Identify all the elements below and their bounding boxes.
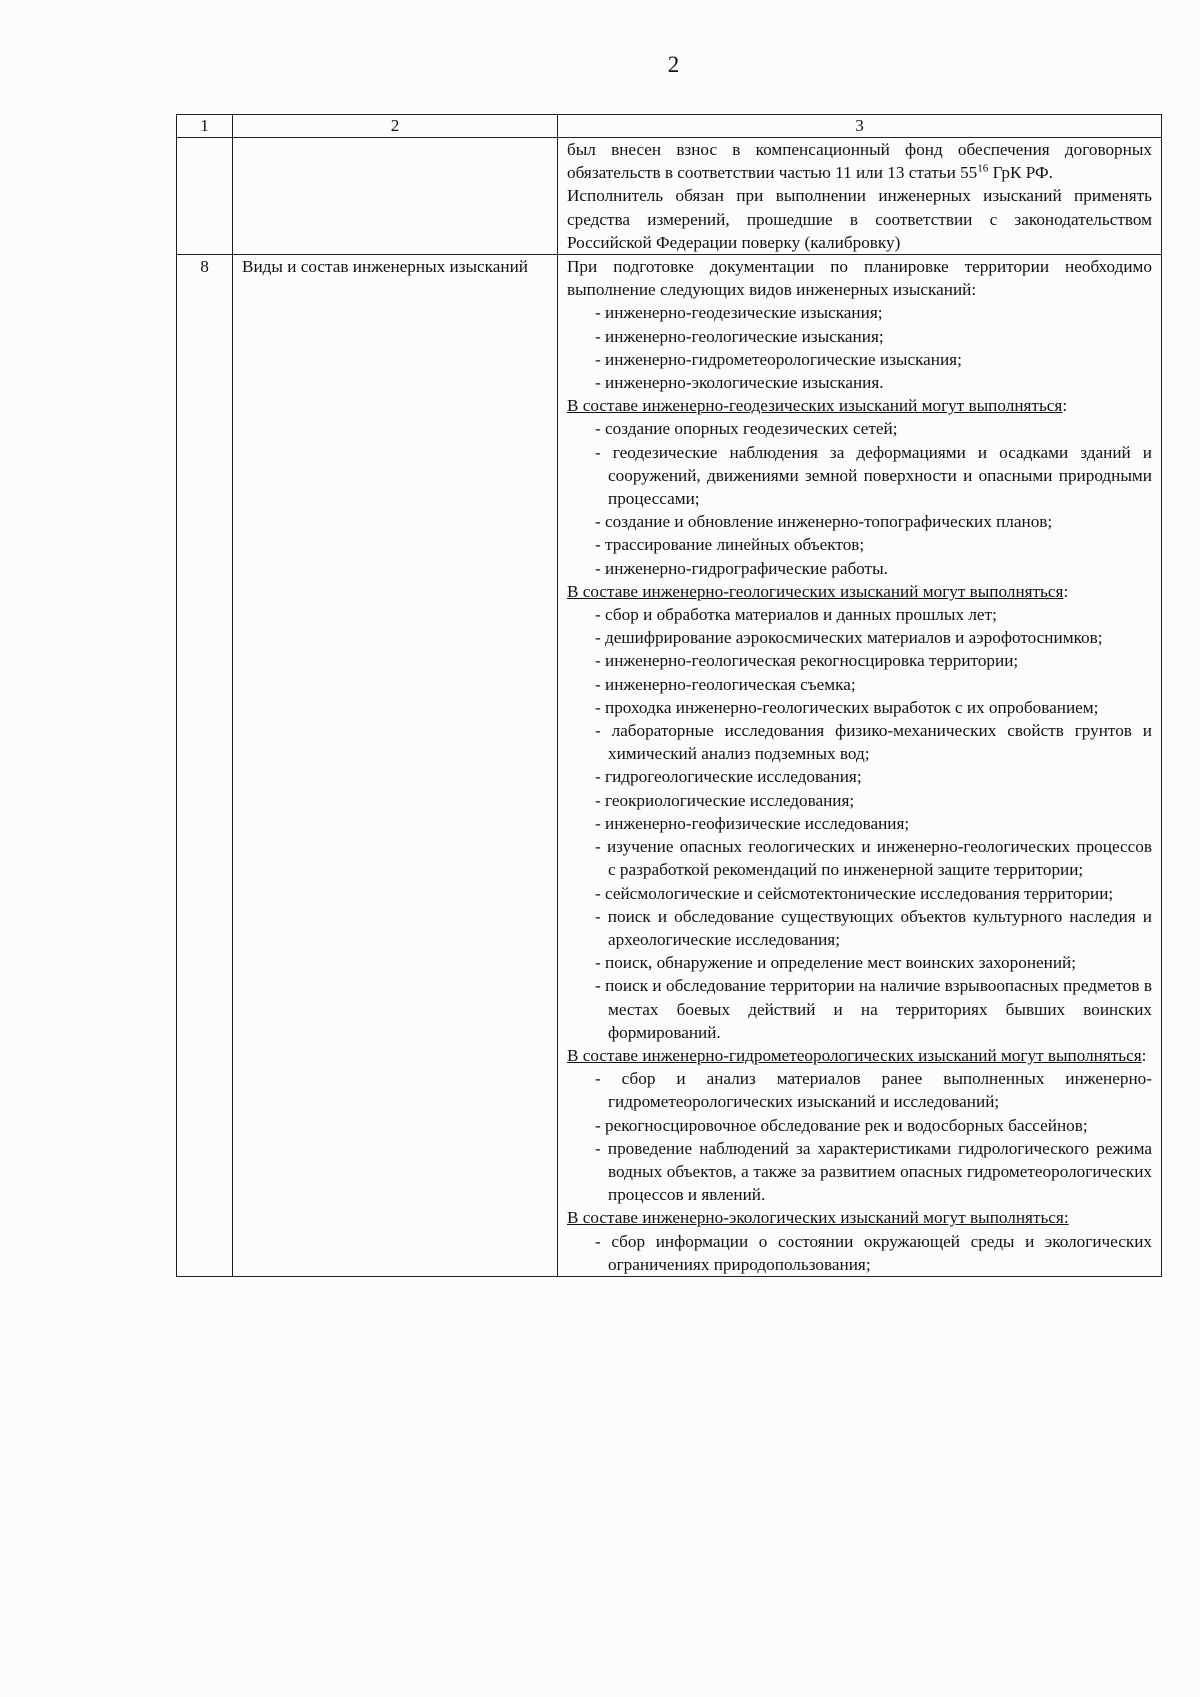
row-name: Виды и состав инженерных изысканий: [233, 255, 558, 1277]
list-item: - инженерно-геологическая съемка;: [595, 674, 856, 694]
table-row-continuation: [177, 138, 1162, 255]
list-item: - поиск, обнаружение и определение мест воинских захоронений;: [595, 953, 1077, 973]
list-item: - проходка инженерно-геологических выработок с их опробованием;: [595, 697, 1099, 717]
list-item: - создание и обновление инженерно-топографических планов;: [595, 512, 1053, 532]
list-item: - изучение опасных геологических и инженерно-геологических процессов с разработкой рекомендаций по инженерной защите территории;: [595, 837, 1152, 880]
table-row-8: [177, 255, 1162, 1277]
intro-paragraph: При подготовке документации по планировке территории необходимо выполнение следующих видов инженерных изысканий:: [567, 257, 1152, 300]
ecologic-heading: В составе инженерно-экологических изысканий могут выполняться:: [567, 1208, 1069, 1228]
article-superscript: 16: [977, 162, 989, 175]
list-item: - трассирование линейных объектов;: [595, 535, 865, 555]
list-item: - инженерно-экологические изыскания.: [595, 373, 884, 393]
list-item: - поиск и обследование существующих объектов культурного наследия и археологические исследования;: [595, 906, 1152, 949]
continuation-text: был внесен взнос в компенсационный фонд обеспечения договорных обязательств в соответствии частью 11 или 13 статьи 55: [567, 140, 1152, 183]
list-item: - лабораторные исследования физико-механических свойств грунтов и химический анализ подземных вод;: [595, 721, 1152, 764]
row-number: 8: [177, 255, 233, 1277]
kinds-list: [567, 301, 1152, 394]
ecologic-list: [567, 1230, 1152, 1276]
list-item: - гидрогеологические исследования;: [595, 767, 862, 787]
geodesic-list: [567, 417, 1152, 579]
geologic-list: [567, 603, 1152, 1044]
geodesic-heading: В составе инженерно-геодезических изысканий могут выполняться:: [567, 396, 1068, 416]
list-item: - сбор информации о состоянии окружающей среды и экологических ограничениях природопользования;: [595, 1231, 1152, 1274]
table-header-row: [177, 115, 1162, 138]
list-item: - геокриологические исследования;: [595, 790, 855, 810]
list-item: - рекогносцировочное обследование рек и водосборных бассейнов;: [595, 1115, 1088, 1135]
list-item: - инженерно-геологическая рекогносцировка территории;: [595, 651, 1019, 671]
list-item: - создание опорных геодезических сетей;: [595, 419, 898, 439]
continuation-paragraph: [567, 138, 1152, 184]
hydromet-list: [567, 1067, 1152, 1206]
calibration-paragraph: Исполнитель обязан при выполнении инженерных изысканий применять средства измерений, прошедшие в соответствии с законодательством Российской Федерации поверку (калибровку): [567, 186, 1152, 252]
row-content-cell: [558, 138, 1162, 255]
requirements-table: [176, 114, 1162, 1277]
list-item: - проведение наблюдений за характеристиками гидрологического режима водных объектов, а также за развитием опасных гидрометеорологических процессов и явлений.: [595, 1138, 1152, 1205]
continuation-text-end: ГрК РФ.: [988, 163, 1053, 183]
list-item: - дешифрирование аэрокосмических материалов и аэрофотоснимков;: [595, 628, 1103, 648]
column-header-1: 1: [177, 115, 233, 138]
list-item: - инженерно-геофизические исследования;: [595, 813, 910, 833]
list-item: - сбор и обработка материалов и данных прошлых лет;: [595, 605, 997, 625]
list-item: - сейсмологические и сейсмотектонические исследования территории;: [595, 883, 1114, 903]
row-number-cell: [177, 138, 233, 255]
geologic-heading: В составе инженерно-геологических изысканий могут выполняться:: [567, 581, 1069, 601]
hydromet-heading: В составе инженерно-гидрометеорологических изысканий могут выполняться:: [567, 1045, 1147, 1065]
row-content: [558, 255, 1162, 1277]
column-header-3: 3: [558, 115, 1162, 138]
list-item: - инженерно-геологические изыскания;: [595, 326, 884, 346]
list-item: - инженерно-гидрометеорологические изыскания;: [595, 349, 962, 369]
row-name-cell: [233, 138, 558, 255]
page-number: 2: [667, 52, 680, 77]
list-item: - поиск и обследование территории на наличие взрывоопасных предметов в местах боевых действий и на территориях бывших воинских формирований.: [595, 976, 1152, 1042]
list-item: - сбор и анализ материалов ранее выполненных инженерно-гидрометеорологических изысканий и исследований;: [595, 1069, 1152, 1112]
list-item: - инженерно-геодезические изыскания;: [595, 303, 883, 323]
list-item: - геодезические наблюдения за деформациями и осадками зданий и сооружений, движениями земной поверхности и опасными природными процессами;: [595, 442, 1152, 509]
list-item: - инженерно-гидрографические работы.: [595, 558, 888, 578]
column-header-2: 2: [233, 115, 558, 138]
